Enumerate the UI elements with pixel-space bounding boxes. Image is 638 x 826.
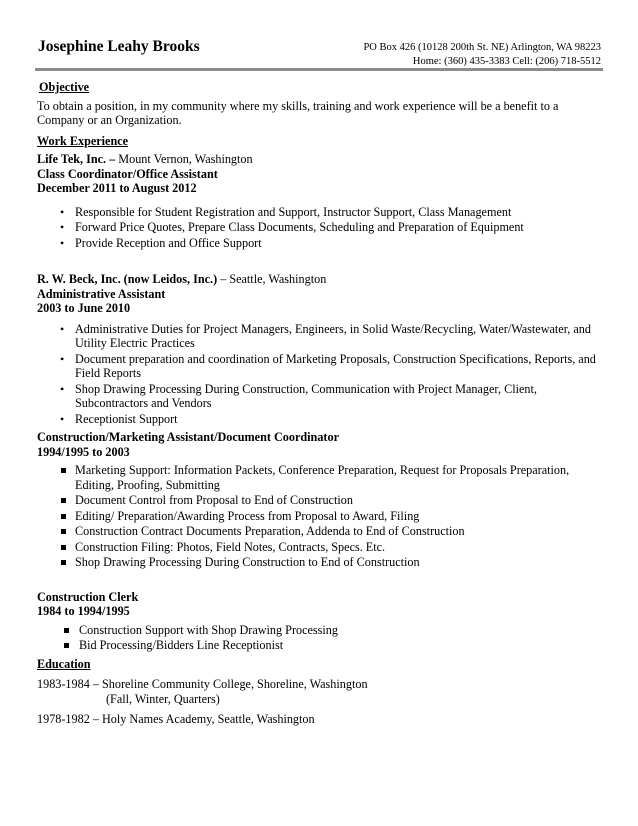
job-entry bbox=[37, 430, 607, 570]
education-line: 1978-1982 – Holy Names Academy, Seattle, Washington bbox=[37, 712, 315, 726]
address-line: PO Box 426 (10128 200th St. NE) Arlington, WA 98223 bbox=[363, 42, 601, 53]
job-entry bbox=[37, 272, 607, 426]
list-item: • Provide Reception and Office Support bbox=[37, 236, 607, 251]
phone-line: Home: (360) 435-3383 Cell: (206) 718-5512 bbox=[412, 55, 601, 67]
job-entry bbox=[37, 152, 607, 250]
job-dates: December 2011 to August 2012 bbox=[37, 181, 197, 195]
job-role: Administrative Assistant bbox=[37, 286, 166, 301]
job-dates: 2003 to June 2010 bbox=[37, 301, 131, 315]
job-duties-list bbox=[37, 623, 607, 653]
job-dates: 1994/1995 to 2003 bbox=[37, 444, 130, 459]
list-item: • Receptionist Support bbox=[37, 412, 607, 427]
list-item: • Responsible for Student Registration and Support, Instructor Support, Class Management bbox=[37, 205, 607, 220]
work-experience-heading: Work Experience bbox=[37, 133, 129, 148]
job-dates: 1984 to 1994/1995 bbox=[37, 604, 130, 618]
job-duties-list bbox=[37, 205, 607, 251]
applicant-name: Josephine Leahy Brooks bbox=[38, 38, 200, 55]
objective-heading: Objective bbox=[39, 80, 90, 94]
education-heading: Education bbox=[37, 656, 91, 671]
job-entry bbox=[37, 590, 607, 653]
list-item: Editing/ Preparation/Awarding Process from Proposal to Award, Filing bbox=[37, 509, 607, 524]
list-item: Construction Contract Documents Preparation, Addenda to End of Construction bbox=[37, 524, 607, 539]
list-item: Construction Support with Shop Drawing Processing bbox=[37, 623, 607, 638]
job-role: Construction/Marketing Assistant/Document Coordinator bbox=[37, 430, 339, 444]
job-duties-list bbox=[37, 463, 607, 570]
company-location: – Seattle, Washington bbox=[217, 272, 327, 286]
list-item: Document Control from Proposal to End of Construction bbox=[37, 493, 607, 508]
resume-body bbox=[37, 79, 607, 727]
list-item: • Administrative Duties for Project Managers, Engineers, in Solid Waste/Recycling, Water/Wastewater, and Utility Electric Practices bbox=[37, 322, 607, 351]
list-item: • Shop Drawing Processing During Construction, Communication with Project Manager, Client, Subcontractors and Vendors bbox=[37, 382, 607, 411]
list-item: Marketing Support: Information Packets, Conference Preparation, Request for Proposals Preparation, Editing, Proofing, Submitting bbox=[37, 463, 607, 492]
contact-block bbox=[363, 41, 601, 68]
objective-text: To obtain a position, in my community where my skills, training and work experience will be a benefit to a Company or an Organization. bbox=[37, 98, 559, 127]
header-divider bbox=[35, 68, 603, 71]
list-item: Construction Filing: Photos, Field Notes, Contracts, Specs. Etc. bbox=[37, 540, 607, 555]
company-name: R. W. Beck, Inc. (now Leidos, Inc.) bbox=[37, 272, 218, 286]
job-role: Class Coordinator/Office Assistant bbox=[37, 166, 218, 181]
job-company-line bbox=[37, 272, 607, 287]
job-company-line bbox=[37, 152, 607, 167]
education-line: 1983-1984 – Shoreline Community College, Shoreline, Washington bbox=[37, 677, 368, 691]
education-detail: (Fall, Winter, Quarters) bbox=[106, 691, 220, 706]
company-location: Mount Vernon, Washington bbox=[115, 152, 253, 166]
education-entry bbox=[37, 712, 607, 727]
list-item: • Forward Price Quotes, Prepare Class Documents, Scheduling and Preparation of Equipment bbox=[37, 220, 607, 235]
list-item: Bid Processing/Bidders Line Receptionist bbox=[37, 638, 607, 653]
company-name: Life Tek, Inc. – bbox=[37, 152, 116, 166]
list-item: • Document preparation and coordination of Marketing Proposals, Construction Specifications, Reports, and Field Reports bbox=[37, 352, 607, 381]
job-duties-list bbox=[37, 322, 607, 427]
list-item: Shop Drawing Processing During Construction to End of Construction bbox=[37, 555, 607, 570]
job-role: Construction Clerk bbox=[37, 589, 139, 604]
education-entry bbox=[37, 677, 607, 706]
